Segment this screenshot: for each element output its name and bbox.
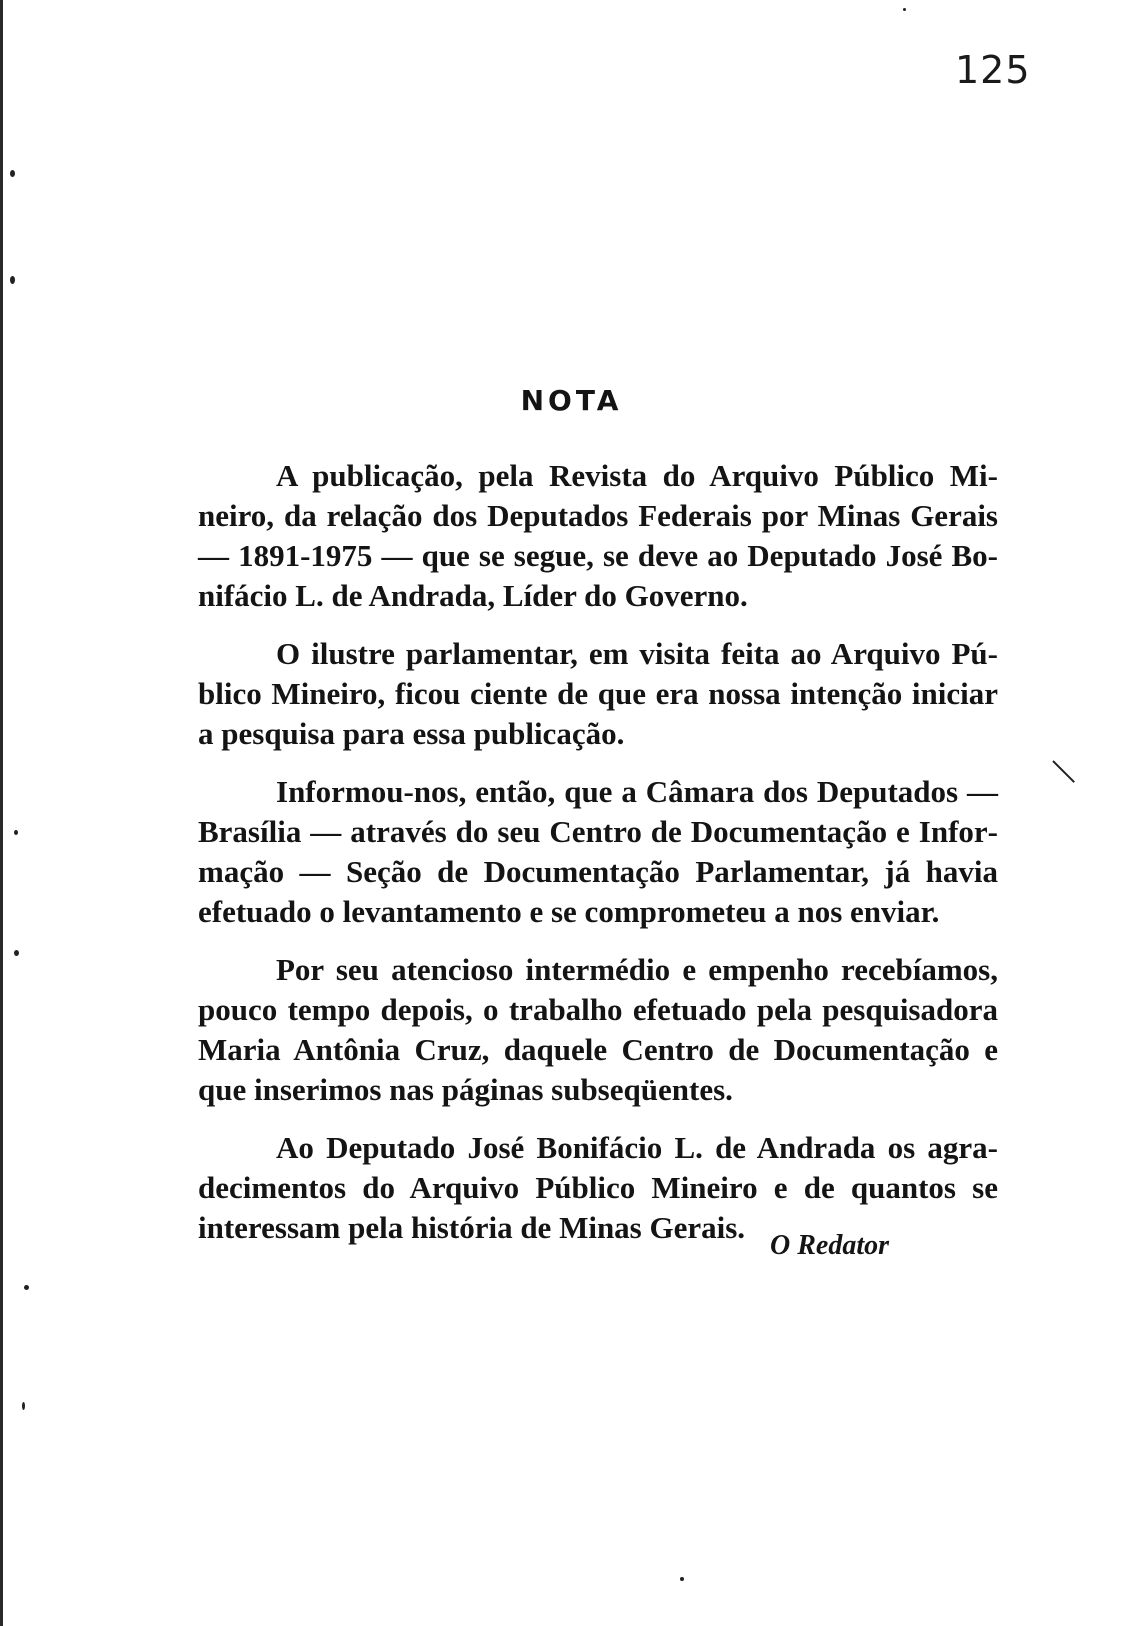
- scan-speck: [680, 1577, 684, 1581]
- signature: O Redator: [770, 1230, 889, 1261]
- scan-left-edge: [0, 0, 3, 1626]
- note-body: [198, 456, 998, 1266]
- scan-stroke-mark: [1052, 760, 1075, 783]
- scan-speck: [14, 830, 18, 835]
- paragraph: O ilustre parlamentar, em visita feita ao Arquivo Público Mineiro, ficou ciente de que era nossa intenção iniciar a pesquisa para essa publicação.: [198, 636, 998, 751]
- paragraph: Informou-nos, então, que a Câmara dos Deputados — Brasília — através do seu Centro de Documentação e Informação — Seção de Documentação Parlamentar, já havia efetuado o levantamento e se comprometeu a nos enviar.: [198, 774, 998, 929]
- scan-speck: [22, 1402, 25, 1410]
- scan-speck: [14, 950, 19, 956]
- scan-speck: [24, 1285, 29, 1290]
- page-title: NOTA: [520, 384, 623, 417]
- paragraph: Por seu atencioso intermédio e empenho recebíamos, pouco tempo depois, o trabalho efetuado pela pesquisadora Maria Antônia Cruz, daquele Centro de Documentação e que inserimos nas páginas subseqüentes.: [198, 952, 998, 1107]
- page-number: 125: [955, 48, 1031, 92]
- paragraph: A publicação, pela Revista do Arquivo Público Mineiro, da relação dos Deputados Federais por Minas Gerais — 1891-1975 — que se segue, se deve ao Deputado José Bonifácio L. de Andrada, Líder do Governo.: [198, 458, 998, 613]
- scan-speck: [903, 8, 906, 11]
- paragraph: Ao Deputado José Bonifácio L. de Andrada os agradecimentos do Arquivo Público Mineiro e de quantos se interessam pela história de Minas Gerais.: [198, 1130, 998, 1245]
- scan-speck: [10, 170, 15, 177]
- scan-speck: [10, 276, 15, 284]
